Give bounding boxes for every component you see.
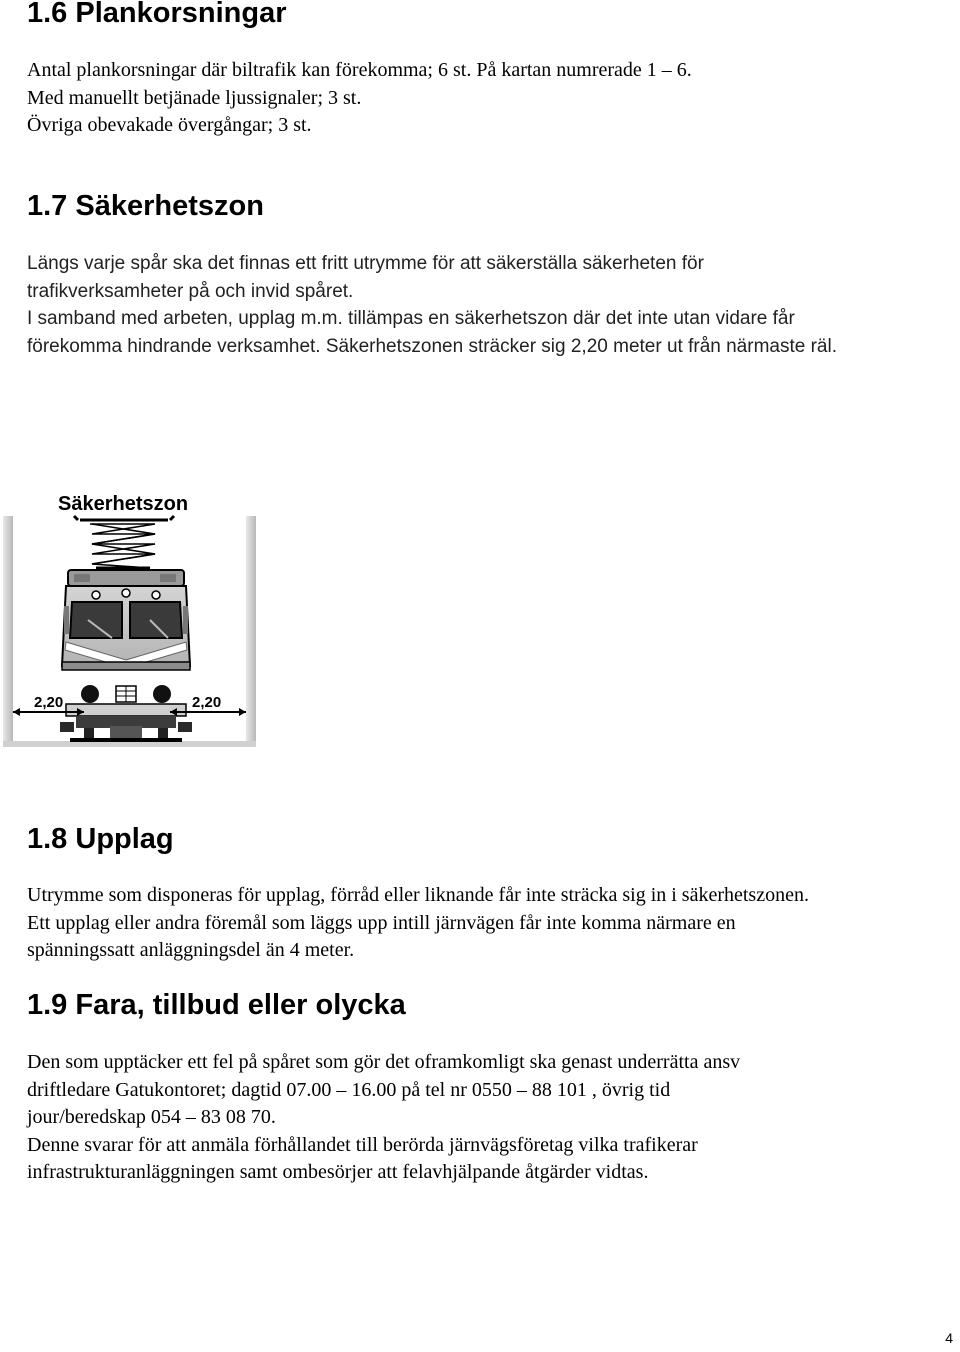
heading-plankorsningar: 1.6 Plankorsningar xyxy=(27,0,287,29)
left-zone-boundary xyxy=(3,516,13,746)
text-line: Ett upplag eller andra föremål som läggs upp intill järnvägen får inte komma närmare en xyxy=(27,911,736,934)
heading-upplag: 1.8 Upplag xyxy=(27,823,174,855)
locomotive xyxy=(60,570,192,742)
text-line: Övriga obevakade övergångar; 3 st. xyxy=(27,114,312,136)
right-zone-boundary xyxy=(246,516,256,746)
heading-sakerhetszon: 1.7 Säkerhetszon xyxy=(27,190,264,222)
right-dimension-label: 2,20 xyxy=(192,694,222,711)
text-line: spänningssatt anläggningsdel än 4 meter. xyxy=(27,939,355,961)
paragraph-upplag xyxy=(27,882,809,965)
text-line: infrastrukturanläggningen samt ombesörjer att felavhjälpande åtgärder vidtas. xyxy=(27,1161,649,1183)
heading-fara-tillbud-olycka: 1.9 Fara, tillbud eller olycka xyxy=(27,989,406,1021)
text-line: Med manuellt betjänade ljussignaler; 3 st. xyxy=(27,86,362,109)
text-line: trafikverksamheter på och invid spåret. xyxy=(27,280,354,302)
pantograph xyxy=(74,516,174,568)
safety-zone-figure xyxy=(0,486,262,762)
text-line: Utrymme som disponeras för upplag, förråd eller liknande får inte sträcka sig in i säkerhetszonen. xyxy=(27,884,809,906)
figure-title: Säkerhetszon xyxy=(58,493,189,515)
text-line: jour/beredskap 054 – 83 08 70. xyxy=(27,1106,276,1128)
paragraph-sakerhetszon xyxy=(27,250,837,360)
text-line: I samband med arbeten, upplag m.m. tillämpas en säkerhetszon där det inte utan vidare får xyxy=(27,308,795,329)
left-dimension-label: 2,20 xyxy=(34,694,64,711)
text-line: Den som upptäcker ett fel på spåret som gör det oframkomligt ska genast underrätta ansv xyxy=(27,1051,741,1073)
page-number: 4 xyxy=(945,1330,953,1346)
text-line: Denne svarar för att anmäla förhållandet till berörda järnvägsföretag vilka trafikerar xyxy=(27,1133,698,1156)
paragraph-plankorsningar xyxy=(27,57,692,140)
text-line: Längs varje spår ska det finnas ett fritt utrymme för att säkerställa säkerheten för xyxy=(27,253,704,274)
text-line: förekomma hindrande verksamhet. Säkerhetszonen sträcker sig 2,20 meter ut från närmaste räl. xyxy=(27,335,837,357)
text-line: Antal plankorsningar där biltrafik kan förekomma; 6 st. På kartan numrerade 1 – 6. xyxy=(27,59,692,81)
paragraph-fara-tillbud-olycka xyxy=(27,1049,740,1187)
text-line: driftledare Gatukontoret; dagtid 07.00 – 16.00 på tel nr 0550 – 88 101 , övrig tid xyxy=(27,1078,671,1101)
